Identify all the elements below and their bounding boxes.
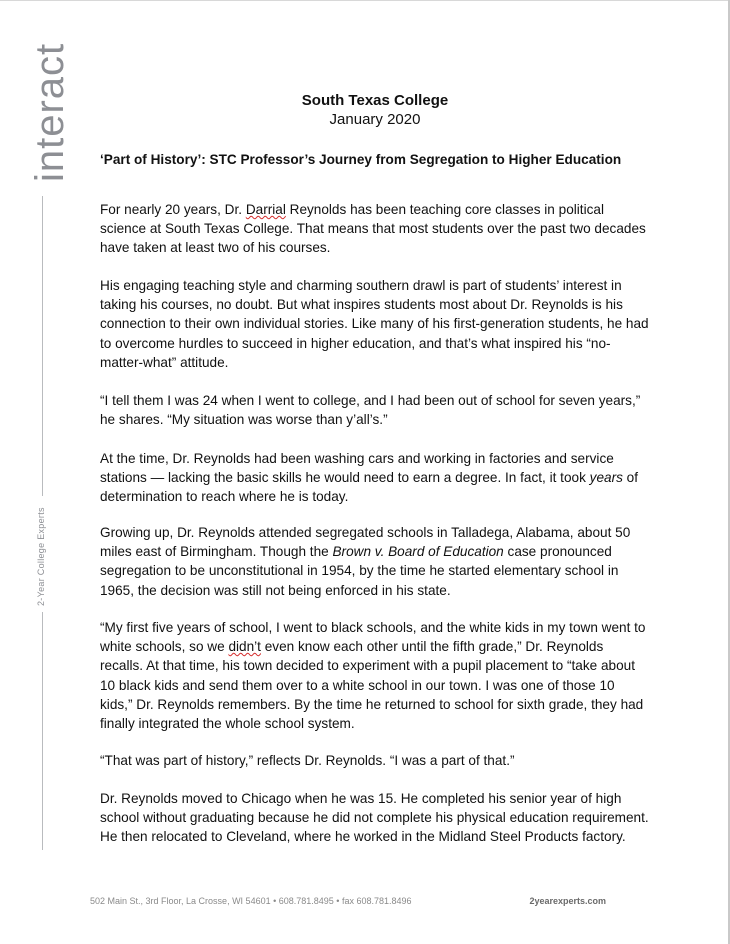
paragraph-5-case-name: Brown v. Board of Education <box>332 544 504 560</box>
side-rule-lower <box>42 612 43 850</box>
paragraph-1 <box>100 200 650 258</box>
paragraph-7-quote: “That was part of history,” reflects Dr. Reynolds. “I was a part of that.” <box>100 753 515 768</box>
paragraph-3-quote: “I tell them I was 24 when I went to college, and I had been out of school for seven years,” he shares. “My situation was worse than y’all’s.” <box>100 393 641 428</box>
paragraph-5-text-b: case pronounced segregation to be unconstitutional in 1954, by the time he started elementary school in 1965, the decision was still not being enforced in his state. <box>100 544 619 598</box>
paragraph-8: Dr. Reynolds moved to Chicago when he was 15. He completed his senior year of high school without graduating because he did not complete his physical education requirement. He then relocated to Cleveland, where he worked in the Midland Steel Products factory. <box>100 791 649 845</box>
issue-date: January 2020 <box>329 111 421 128</box>
footer-address: 502 Main St., 3rd Floor, La Crosse, WI 54601 • 608.781.8495 • fax 608.781.8496 <box>90 896 412 906</box>
paragraph-1-text-b: Reynolds has been teaching core classes in political science at South Texas College. That means that most students over the past two decades have taken at least two of his courses. <box>100 202 646 256</box>
footer-website: 2yearexperts.com <box>529 896 606 906</box>
paragraph-6-text-a: “My first five years of school, I went to black schools, and the white kids in my town went to white schools, so we <box>100 620 646 655</box>
paragraph-5-text-a: Growing up, Dr. Reynolds attended segregated schools in Talladega, Alabama, about 50 miles east of Birmingham. Though the <box>100 525 631 560</box>
paragraph-1-text-a: For nearly 20 years, Dr. <box>100 202 246 217</box>
paragraph-4-text-b: of determination to reach where he is today. <box>100 470 639 505</box>
spellcheck-flag-darrial: Darrial <box>245 202 286 217</box>
spellcheck-flag-didnt: didn’t <box>228 639 261 655</box>
college-name: South Texas College <box>301 92 449 109</box>
article-headline: ‘Part of History’: STC Professor’s Journey from Segregation to Higher Education <box>100 152 622 167</box>
paragraph-6-quote <box>100 618 650 733</box>
paragraph-4-emphasis: years <box>589 470 623 486</box>
paragraph-4-text-a: At the time, Dr. Reynolds had been washing cars and working in factories and service stations — lacking the basic skills he would need to earn a degree. In fact, it took <box>100 451 614 486</box>
interact-logo: interact <box>28 42 72 182</box>
page-top-edge <box>0 0 730 1</box>
letterhead-header <box>100 92 650 129</box>
paragraph-6-text-b: even know each other until the fifth grade,” Dr. Reynolds recalls. At that time, his town decided to experiment with a pupil placement to “take about 10 black kids and send them over to a white school in our town. I was one of those 10 kids,” Dr. Reynolds remembers. By the time he returned to school for sixth grade, they had finally integrated the whole school system. <box>100 639 644 732</box>
paragraph-2: His engaging teaching style and charming southern drawl is part of students’ interest in taking his courses, no doubt. But what inspires students most about Dr. Reynolds is his connection to their own individual stories. Like many of his first-generation students, he had to overcome hurdles to succeed in higher education, and that’s what inspired his “no-matter-what” attitude. <box>100 278 649 370</box>
paragraph-5 <box>100 523 650 600</box>
side-rule-upper <box>42 196 43 496</box>
side-tagline: 2-Year College Experts <box>36 507 46 606</box>
paragraph-4 <box>100 449 650 507</box>
